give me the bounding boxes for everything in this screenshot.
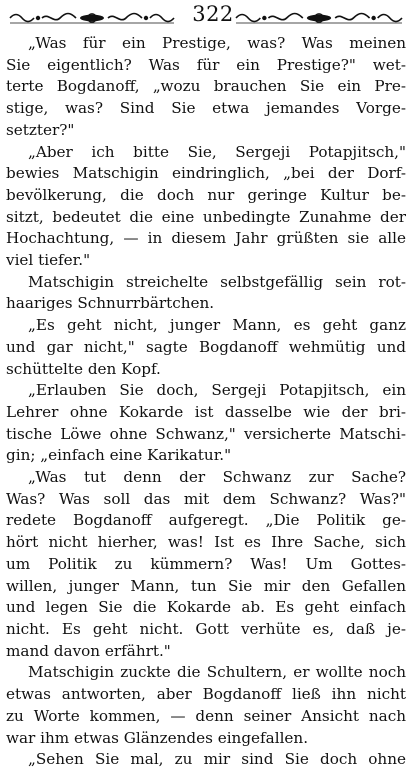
text-line: und legen Sie die Kokarde ab. Es geht einfach	[6, 598, 406, 617]
text-line: „Was für ein Prestige, was? Was meinen	[28, 34, 406, 52]
text-line: Matschigin zuckte die Schultern, er wollte noch	[28, 663, 406, 682]
text-line: hört nicht hierher, was! Ist es Ihre Sache, sich	[6, 533, 406, 552]
text-line: terte Bogdanoff, „wozu brauchen Sie ein Pre-	[6, 77, 406, 96]
text-line: und gar nicht," sagte Bogdanoff wehmütig und	[6, 337, 406, 356]
page-number: 322	[192, 2, 234, 26]
text-line: viel tiefer."	[6, 251, 91, 270]
text-line: etwas antworten, aber Bogdanoff ließ ihn nicht	[6, 685, 406, 704]
text-line: war ihm etwas Glänzendes eingefallen.	[6, 728, 309, 747]
text-line: um Politik zu kümmern? Was! Um Gottes-	[6, 554, 406, 573]
text-line: nicht. Es geht nicht. Gott verhüte es, daß je-	[6, 619, 406, 638]
text-line: Sie eigentlich? Was für ein Prestige?" wet-	[6, 55, 406, 74]
text-line: mand davon erfährt."	[6, 641, 171, 660]
text-line: „Was tut denn der Schwanz zur Sache?	[28, 468, 406, 487]
text-line: Hochachtung, — in diesem Jahr grüßten sie alle	[6, 229, 406, 248]
text-line: „Es geht nicht, junger Mann, es geht ganz	[28, 316, 406, 335]
body-text	[6, 33, 406, 771]
text-line: „Erlauben Sie doch, Sergeji Potapjitsch, ein	[28, 381, 406, 400]
text-line: redete Bogdanoff aufgeregt. „Die Politik ge-	[6, 511, 406, 530]
text-line: tische Löwe ohne Schwanz," versicherte Matschi-	[6, 424, 406, 443]
text-line: Lehrer ohne Kokarde ist dasselbe wie der bri-	[6, 402, 406, 421]
text-line: bevölkerung, die doch nur geringe Kultur be-	[6, 185, 406, 204]
page-header	[6, 2, 410, 32]
text-line: schüttelte den Kopf.	[6, 359, 161, 378]
text-line: „Sehen Sie mal, zu mir sind Sie doch ohne	[28, 750, 406, 769]
text-line: willen, junger Mann, tun Sie mir den Gefallen	[6, 576, 406, 595]
text-line: Was? Was soll das mit dem Schwanz? Was?"	[6, 489, 406, 508]
text-line: „Aber ich bitte Sie, Sergeji Potapjitsch,"	[28, 142, 406, 161]
left-ornament-icon	[8, 10, 176, 26]
text-line: bewies Matschigin eindringlich, „bei der Dorf-	[6, 164, 406, 183]
text-line: zu Worte kommen, — denn seiner Ansicht nach	[6, 706, 406, 725]
text-line: setzter?"	[6, 120, 75, 139]
text-line: Matschigin streichelte selbstgefällig sein rot-	[28, 272, 406, 291]
text-line: haariges Schnurrbärtchen.	[6, 294, 215, 313]
right-ornament-icon	[234, 10, 404, 26]
text-line: sitzt, bedeutet die eine unbedingte Zunahme der	[6, 207, 406, 226]
text-line: gin; „einfach eine Karikatur."	[6, 446, 232, 465]
text-line: stige, was? Sind Sie etwa jemandes Vorge-	[6, 99, 406, 118]
